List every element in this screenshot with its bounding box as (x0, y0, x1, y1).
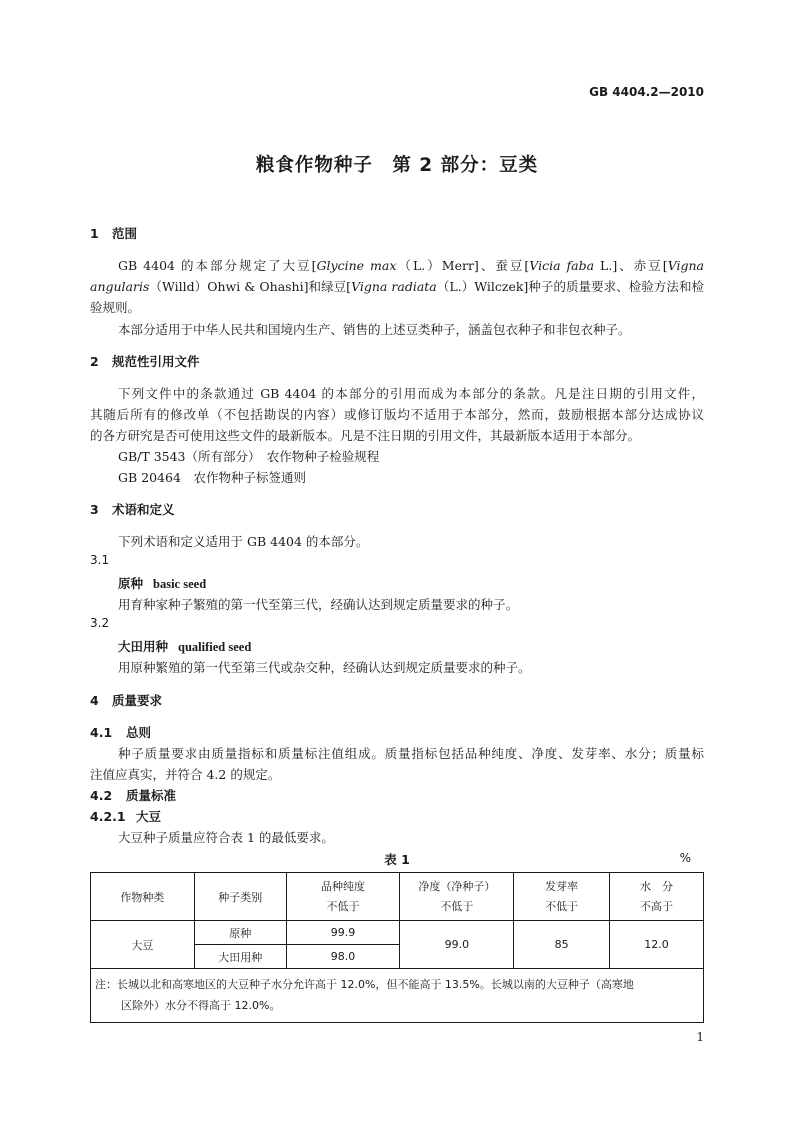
table-note-line-1: 注：长城以北和高寒地区的大豆种子水分允许高于 12.0%，但不能高于 13.5%。长城以南的大豆种子（高寒地 (95, 978, 634, 991)
scope-paragraph-line-2 (90, 277, 704, 295)
section-3-heading (90, 500, 175, 518)
term-definition: 用育种家种子繁殖的第一代至第三代，经确认达到规定质量要求的种子。 (118, 597, 519, 612)
text-run: L.]、赤豆[ (594, 258, 668, 273)
cell-purity: 98.0 (286, 945, 400, 969)
cell-cleanness: 99.0 (400, 921, 514, 969)
header-label: 发芽率 (545, 879, 579, 893)
latin-name: angularis (90, 279, 150, 294)
table-header-row (91, 873, 704, 921)
soybean-requirement-text: 大豆种子质量应符合表 1 的最低要求。 (118, 830, 334, 845)
section-number: 3 (90, 502, 99, 517)
section-number: 4 (90, 693, 99, 708)
references-paragraph-line-3: 的各方研究是否可使用这些文件的最新版本。凡是不注日期的引用文件，其最新版本适用于本部分。 (90, 428, 641, 443)
subsection-number: 4.1 (90, 725, 113, 740)
subsection-4-2-1-heading (90, 807, 161, 825)
text-run: GB 4404 的本部分规定了大豆[ (118, 258, 317, 273)
latin-name: Vigna radiata (351, 279, 437, 294)
cell-category: 原种 (194, 921, 286, 945)
general-paragraph-line-2: 注值应真实，并符合 4.2 的规定。 (90, 767, 281, 782)
header-cleanness (400, 873, 514, 921)
latin-name: Vigna (667, 258, 704, 273)
cell-crop: 大豆 (91, 921, 195, 969)
header-sub-label: 不低于 (326, 899, 360, 913)
term-name-zh: 原种 (118, 576, 144, 591)
document-title: 粮食作物种子 第 2 部分：豆类 (255, 155, 539, 176)
reference-item (118, 447, 379, 465)
section-4-heading (90, 691, 162, 709)
term-number: 3.1 (90, 553, 110, 567)
text-run: （Willd）Ohwi & Ohashi]和绿豆[ (149, 279, 352, 294)
term-name-en: basic seed (153, 577, 207, 591)
term-name (118, 574, 206, 592)
section-number: 1 (90, 226, 99, 241)
section-number: 2 (90, 354, 99, 369)
subsection-number: 4.2.1 (90, 809, 126, 824)
header-sub-label: 不低于 (545, 899, 579, 913)
section-title: 术语和定义 (112, 502, 175, 517)
header-label: 水 分 (640, 879, 674, 893)
scope-paragraph-line-3: 验规则。 (90, 300, 141, 315)
header-category: 种子类别 (194, 873, 286, 921)
section-title: 范围 (112, 226, 138, 241)
term-number: 3.2 (90, 616, 110, 630)
table-title: 表 1 (384, 852, 410, 867)
reference-code: GB 20464 (118, 470, 181, 485)
table-note-row (91, 969, 704, 1023)
section-title: 规范性引用文件 (112, 354, 200, 369)
header-label: 品种纯度 (321, 879, 366, 893)
scope-applicability: 本部分适用于中华人民共和国境内生产、销售的上述豆类种子，涵盖包衣种子和非包衣种子。 (118, 322, 631, 337)
table-note-line-2: 区除外）水分不得高于 12.0%。 (121, 999, 281, 1012)
term-name-en: qualified seed (178, 640, 252, 654)
subsection-number: 4.2 (90, 788, 113, 803)
standard-number: GB 4404.2—2010 (589, 85, 704, 99)
table-note (91, 969, 704, 1023)
term-name (118, 637, 251, 655)
references-paragraph-line-1: 下列文件中的条款通过 GB 4404 的本部分的引用而成为本部分的条款。凡是注日期的引用文件， (118, 386, 704, 401)
terms-intro: 下列术语和定义适用于 GB 4404 的本部分。 (118, 534, 369, 549)
subsection-title: 大豆 (136, 809, 162, 824)
section-1-heading (90, 224, 137, 242)
scope-paragraph-line-1 (118, 256, 704, 274)
header-purity (286, 873, 400, 921)
subsection-title: 质量标准 (126, 788, 177, 803)
latin-name: Glycine max (316, 258, 397, 273)
cell-purity: 99.9 (286, 921, 400, 945)
subsection-title: 总则 (126, 725, 152, 740)
subsection-4-2-heading (90, 786, 176, 804)
reference-code: GB/T 3543（所有部分） (118, 449, 255, 464)
latin-name: Vicia faba (529, 258, 595, 273)
header-sub-label: 不低于 (440, 899, 474, 913)
cell-germination: 85 (514, 921, 610, 969)
header-sub-label: 不高于 (640, 899, 674, 913)
quality-table (90, 872, 704, 1023)
header-label: 净度（净种子） (418, 879, 496, 893)
cell-moisture: 12.0 (610, 921, 704, 969)
header-crop: 作物种类 (91, 873, 195, 921)
general-paragraph-line-1: 种子质量要求由质量指标和质量标注值组成。质量指标包括品种纯度、净度、发芽率、水分；质量标 (118, 746, 704, 761)
reference-name: 农作物种子标签通则 (193, 470, 306, 485)
term-name-zh: 大田用种 (118, 639, 169, 654)
references-paragraph-line-2: 其随后所有的修改单（不包括勘误的内容）或修订版均不适用于本部分，然而，鼓励根据本部分达成协议 (90, 407, 704, 422)
section-title: 质量要求 (112, 693, 163, 708)
subsection-4-1-heading (90, 723, 151, 741)
text-run: （L.）Wilczek]种子的质量要求、检验方法和检 (436, 279, 704, 294)
term-definition: 用原种繁殖的第一代至第三代或杂交种，经确认达到规定质量要求的种子。 (118, 660, 531, 675)
text-run: （L.）Merr]、蚕豆[ (396, 258, 530, 273)
page-number: 1 (696, 1030, 704, 1044)
cell-category: 大田用种 (194, 945, 286, 969)
header-germination (514, 873, 610, 921)
table-row (91, 921, 704, 945)
section-2-heading (90, 352, 200, 370)
reference-name: 农作物种子检验规程 (266, 449, 380, 464)
table-unit: % (679, 851, 691, 865)
header-moisture (610, 873, 704, 921)
reference-item (118, 468, 306, 486)
